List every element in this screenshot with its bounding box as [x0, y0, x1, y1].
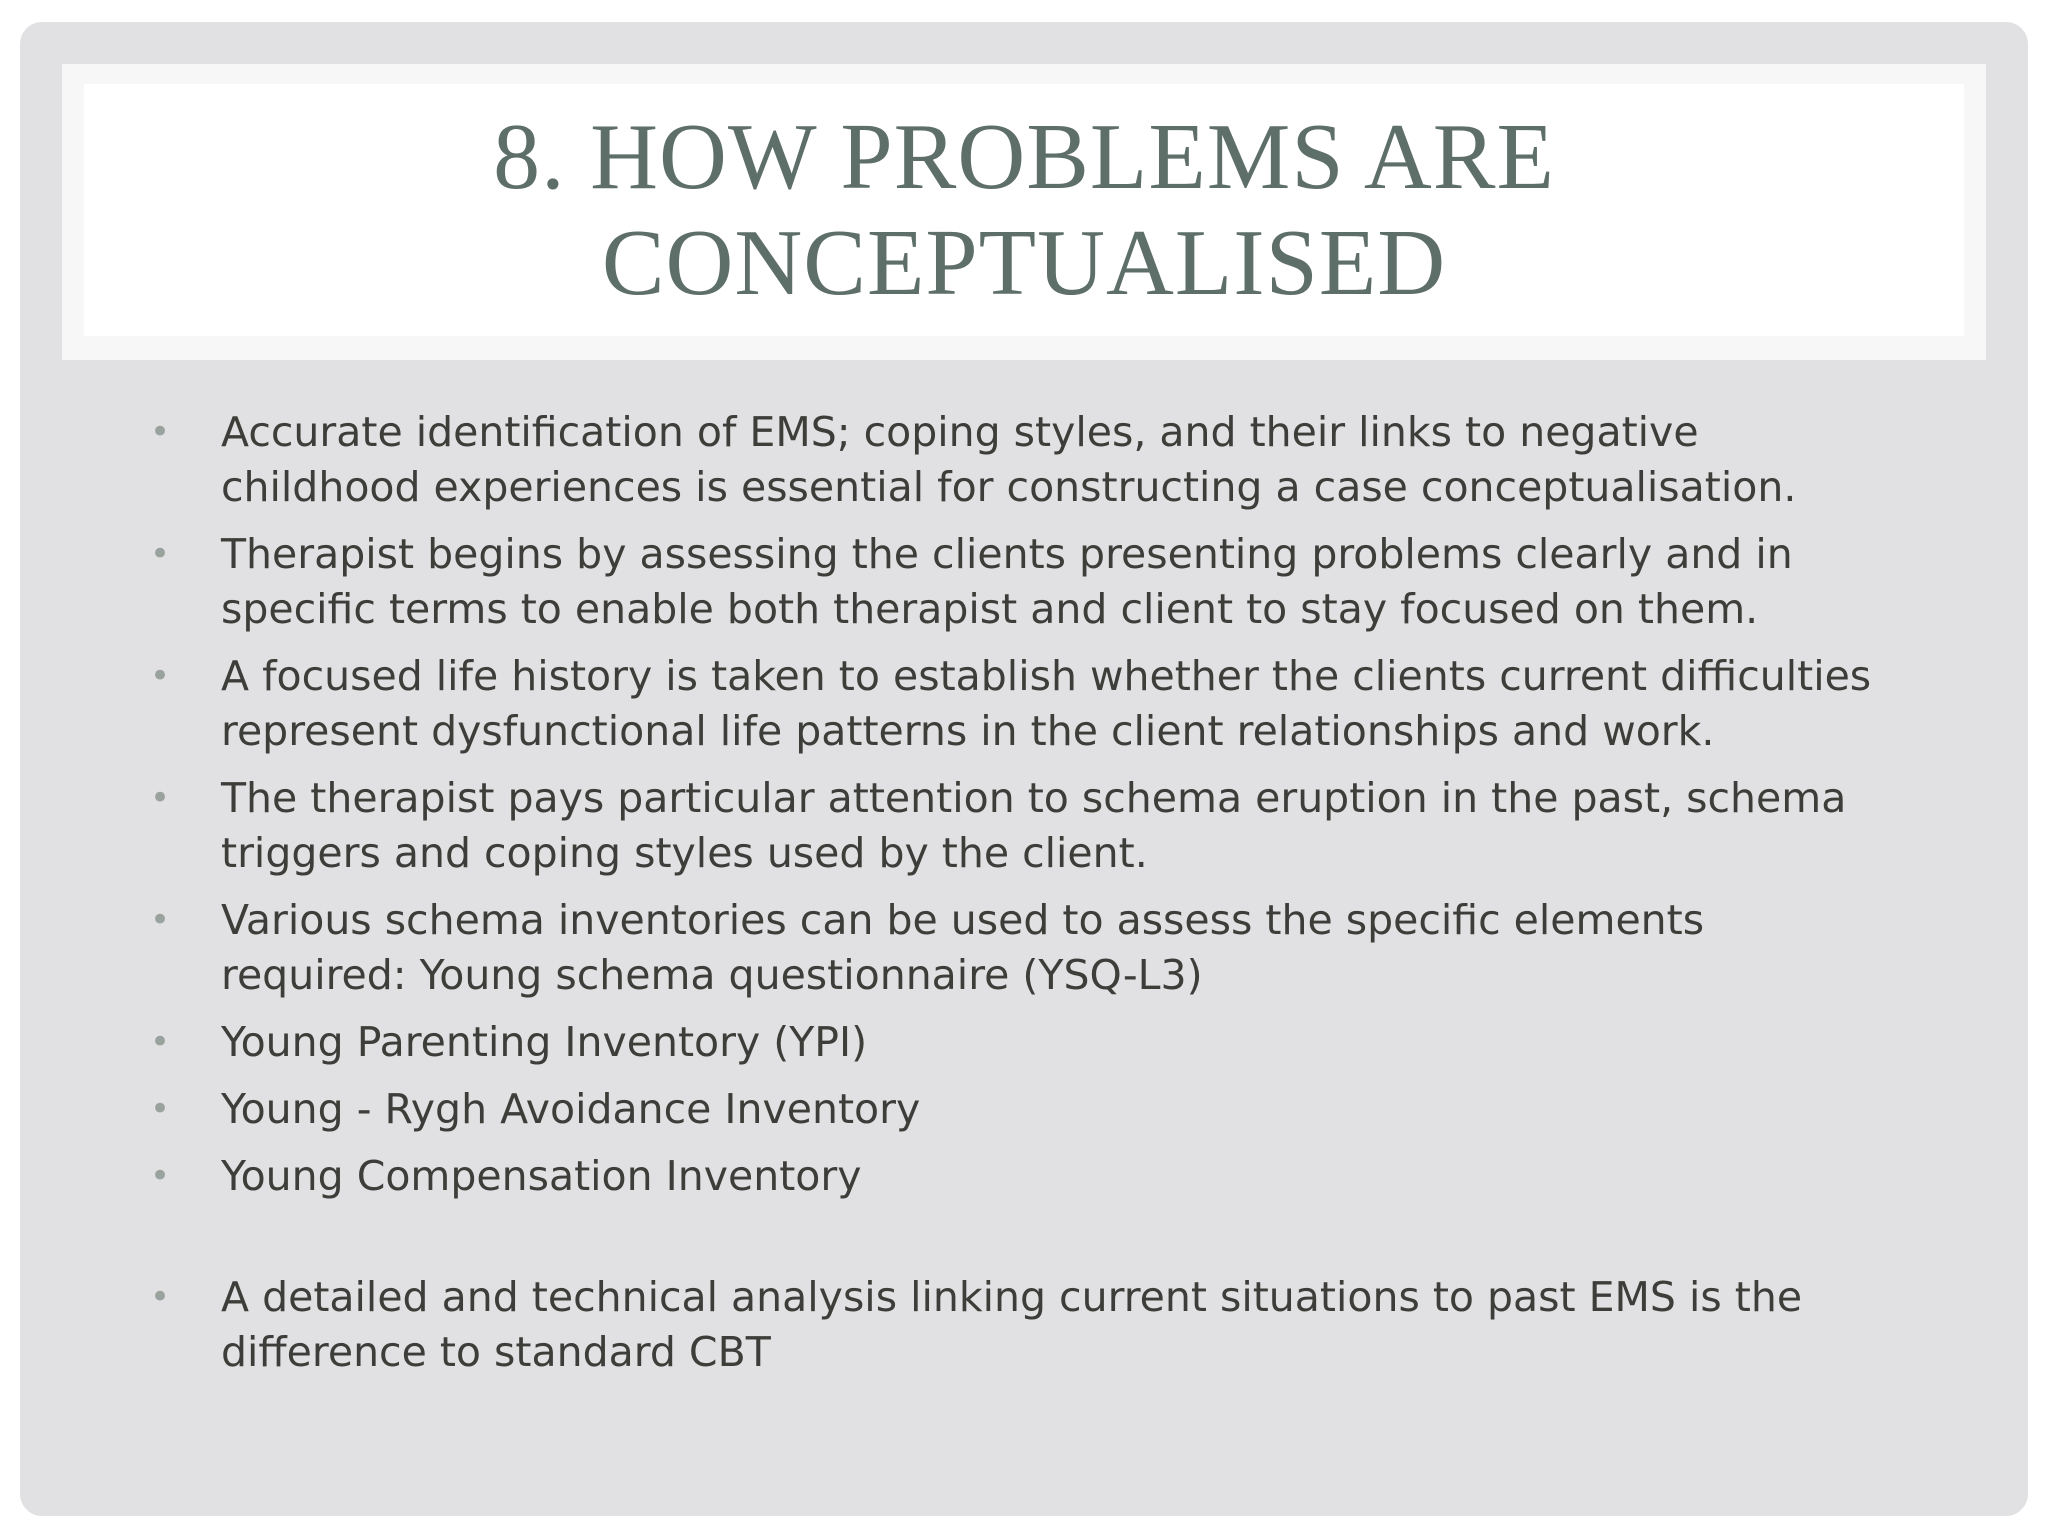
bullet-item [146, 1149, 1946, 1204]
bullet-text-line: Accurate identification of EMS; coping styles, and their links to negative [221, 408, 1699, 456]
bullet-dot-icon: • [150, 778, 171, 818]
bullet-text-line: triggers and coping styles used by the client. [221, 829, 1148, 877]
bullet-text-line: represent dysfunctional life patterns in the client relationships and work. [221, 707, 1715, 755]
bullet-item [146, 405, 1946, 515]
slide-title [84, 84, 1964, 336]
bullet-text-line: The therapist pays particular attention to schema eruption in the past, schema [221, 774, 1847, 822]
bullet-dot-icon: • [150, 1156, 171, 1196]
bullet-text-line: Young - Rygh Avoidance Inventory [221, 1085, 921, 1133]
bullet-text-line: childhood experiences is essential for constructing a case conceptualisation. [221, 463, 1797, 511]
bullet-text-line: Therapist begins by assessing the clients presenting problems clearly and in [221, 530, 1793, 578]
title-line-2: CONCEPTUALISED [601, 211, 1447, 315]
bullet-text-line: Young Compensation Inventory [221, 1152, 862, 1200]
bullet-item [146, 649, 1946, 759]
title-line-1: 8. HOW PROBLEMS ARE [493, 105, 1555, 209]
bullet-item [146, 893, 1946, 1003]
bullet-dot-icon: • [150, 412, 171, 452]
bullet-item [146, 527, 1946, 637]
bullet-text-line: difference to standard CBT [221, 1328, 771, 1376]
bullet-dot-icon: • [150, 534, 171, 574]
bullet-text-line: A detailed and technical analysis linking current situations to past EMS is the [221, 1273, 1803, 1321]
bullet-text-line: required: Young schema questionnaire (YSQ-L3) [221, 951, 1203, 999]
bullet-text-line: specific terms to enable both therapist and client to stay focused on them. [221, 585, 1759, 633]
bullet-dot-icon: • [150, 1089, 171, 1129]
bullet-text-line: Various schema inventories can be used to assess the specific elements [221, 896, 1705, 944]
bullet-item [146, 1270, 1946, 1380]
bullet-item [146, 1082, 1946, 1137]
bullet-item [146, 771, 1946, 881]
bullet-dot-icon: • [150, 1022, 171, 1062]
bullet-dot-icon: • [150, 1277, 171, 1317]
bullet-text-line: Young Parenting Inventory (YPI) [221, 1018, 868, 1066]
slide [20, 22, 2028, 1516]
bullet-text-line: A focused life history is taken to establish whether the clients current difficulties [221, 652, 1872, 700]
bullet-dot-icon: • [150, 900, 171, 940]
bullet-item [146, 1015, 1946, 1070]
bullet-dot-icon: • [150, 656, 171, 696]
title-band [62, 64, 1986, 360]
bullet-list [146, 405, 1946, 1392]
